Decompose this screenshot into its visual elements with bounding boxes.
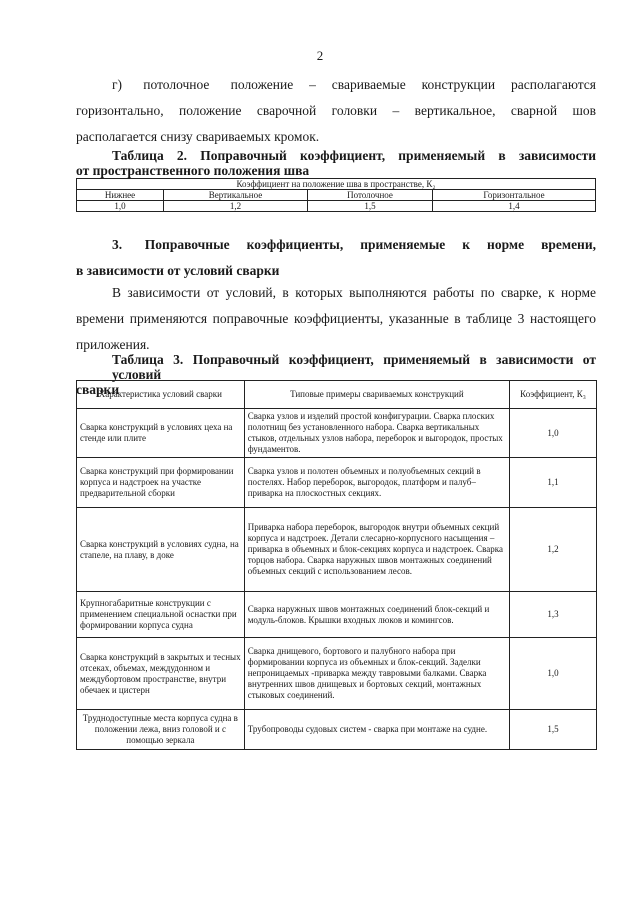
section3-heading-line2: в зависимости от условий сварки	[76, 263, 280, 278]
table2-col-3: Горизонтальное	[433, 190, 596, 201]
row-coefficient: 1,0	[510, 409, 597, 458]
table2-col-2: Потолочное	[307, 190, 432, 201]
section3-heading	[76, 232, 596, 284]
intro-first-line: г) потолочное положение – свариваемые конструкции располагаются	[112, 77, 596, 92]
intro-rest: горизонтально, положение сварочной головки – вертикальное, сварной шов располагается снизу свариваемых кромок.	[76, 103, 596, 144]
table3-header-examples: Типовые примеры свариваемых конструкций	[244, 381, 509, 409]
table-row	[77, 508, 597, 592]
section3-heading-line1: 3. Поправочные коэффициенты, применяемые к норме времени,	[112, 237, 596, 252]
row-examples: Сварка наружных швов монтажных соединений блок-секций и модуль-блоков. Крышки входных люков и комингсов.	[244, 592, 509, 638]
table2-caption-line1: Таблица 2. Поправочный коэффициент, применяемый в зависимости	[112, 148, 596, 163]
table2-value-3: 1,4	[433, 201, 596, 212]
table3-header-coef: Коэффициент, К₃	[510, 381, 597, 409]
row-condition: Сварка конструкций в закрытых и тесных отсеках, объемах, междудонном и междубортовом пространстве, внутри обечаек и цистерн	[77, 638, 245, 710]
row-examples: Приварка набора переборок, выгородок внутри объемных секций корпуса и надстроек. Детали слесарно-корпусного насыщения – приварка в объемных и блок-секциях корпуса и надстроек. Сварка торцов набора. Сварка наружных швов монтажных соединений объемных секций с использованием лесов.	[244, 508, 509, 592]
table3	[76, 380, 597, 750]
table-row	[77, 710, 597, 750]
table2-value-2: 1,5	[307, 201, 432, 212]
row-condition: Крупногабаритные конструкции с применением специальной оснастки при формировании корпуса судна	[77, 592, 245, 638]
table3-caption-line2: сварки	[76, 382, 120, 397]
table2-caption	[76, 148, 596, 178]
row-examples: Трубопроводы судовых систем - сварка при монтаже на судне.	[244, 710, 509, 750]
row-examples: Сварка узлов и полотен объемных и полуобъемных секций в постелях. Набор переборок, выгородок, платформ и палуб–приварка на плоскостных секциях.	[244, 458, 509, 508]
row-condition: Сварка конструкций в условиях цеха на стенде или плите	[77, 409, 245, 458]
table2	[76, 178, 596, 212]
table3-header-condition: Характеристика условий сварки	[77, 381, 245, 409]
table-row	[77, 592, 597, 638]
row-coefficient: 1,1	[510, 458, 597, 508]
row-coefficient: 1,0	[510, 638, 597, 710]
row-examples: Сварка узлов и изделий простой конфигурации. Сварка плоских полотнищ без установленного набора. Сварка вертикальных стыков, отдельных узлов набора, переборок и выгородок, простых фундаментов.	[244, 409, 509, 458]
row-coefficient: 1,5	[510, 710, 597, 750]
row-condition: Сварка конструкций в условиях судна, на стапеле, на плаву, в доке	[77, 508, 245, 592]
row-condition: Сварка конструкций при формировании корпуса и надстроек на участке предварительной сборки	[77, 458, 245, 508]
table2-header: Коэффициент на положение шва в пространстве, К₂	[77, 179, 596, 190]
row-coefficient: 1,2	[510, 508, 597, 592]
table3-caption-line1: Таблица 3. Поправочный коэффициент, применяемый в зависимости от условий	[112, 352, 596, 382]
table2-value-0: 1,0	[77, 201, 164, 212]
section3-paragraph: В зависимости от условий, в которых выполняются работы по сварке, к норме времени применяются поправочные коэффициенты, указанные в таблице 3 настоящего приложения.	[76, 285, 596, 352]
table-row	[77, 458, 597, 508]
row-examples: Сварка днищевого, бортового и палубного набора при формировании корпуса из объемных и блок-секций. Заделки непроницаемых -приварка между тавровыми балками. Сварка внутренних швов днищевых и бортовых секций, монтажных стыковых соединений.	[244, 638, 509, 710]
table2-col-0: Нижнее	[77, 190, 164, 201]
table2-col-1: Вертикальное	[164, 190, 308, 201]
table-row	[77, 409, 597, 458]
row-coefficient: 1,3	[510, 592, 597, 638]
row-condition: Труднодоступные места корпуса судна в положении лежа, вниз головой и с помощью зеркала	[77, 710, 245, 750]
table-row	[77, 638, 597, 710]
page-number: 2	[316, 48, 324, 63]
intro-paragraph	[76, 72, 596, 150]
table2-caption-line2: от пространственного положения шва	[76, 163, 310, 178]
table2-value-1: 1,2	[164, 201, 308, 212]
